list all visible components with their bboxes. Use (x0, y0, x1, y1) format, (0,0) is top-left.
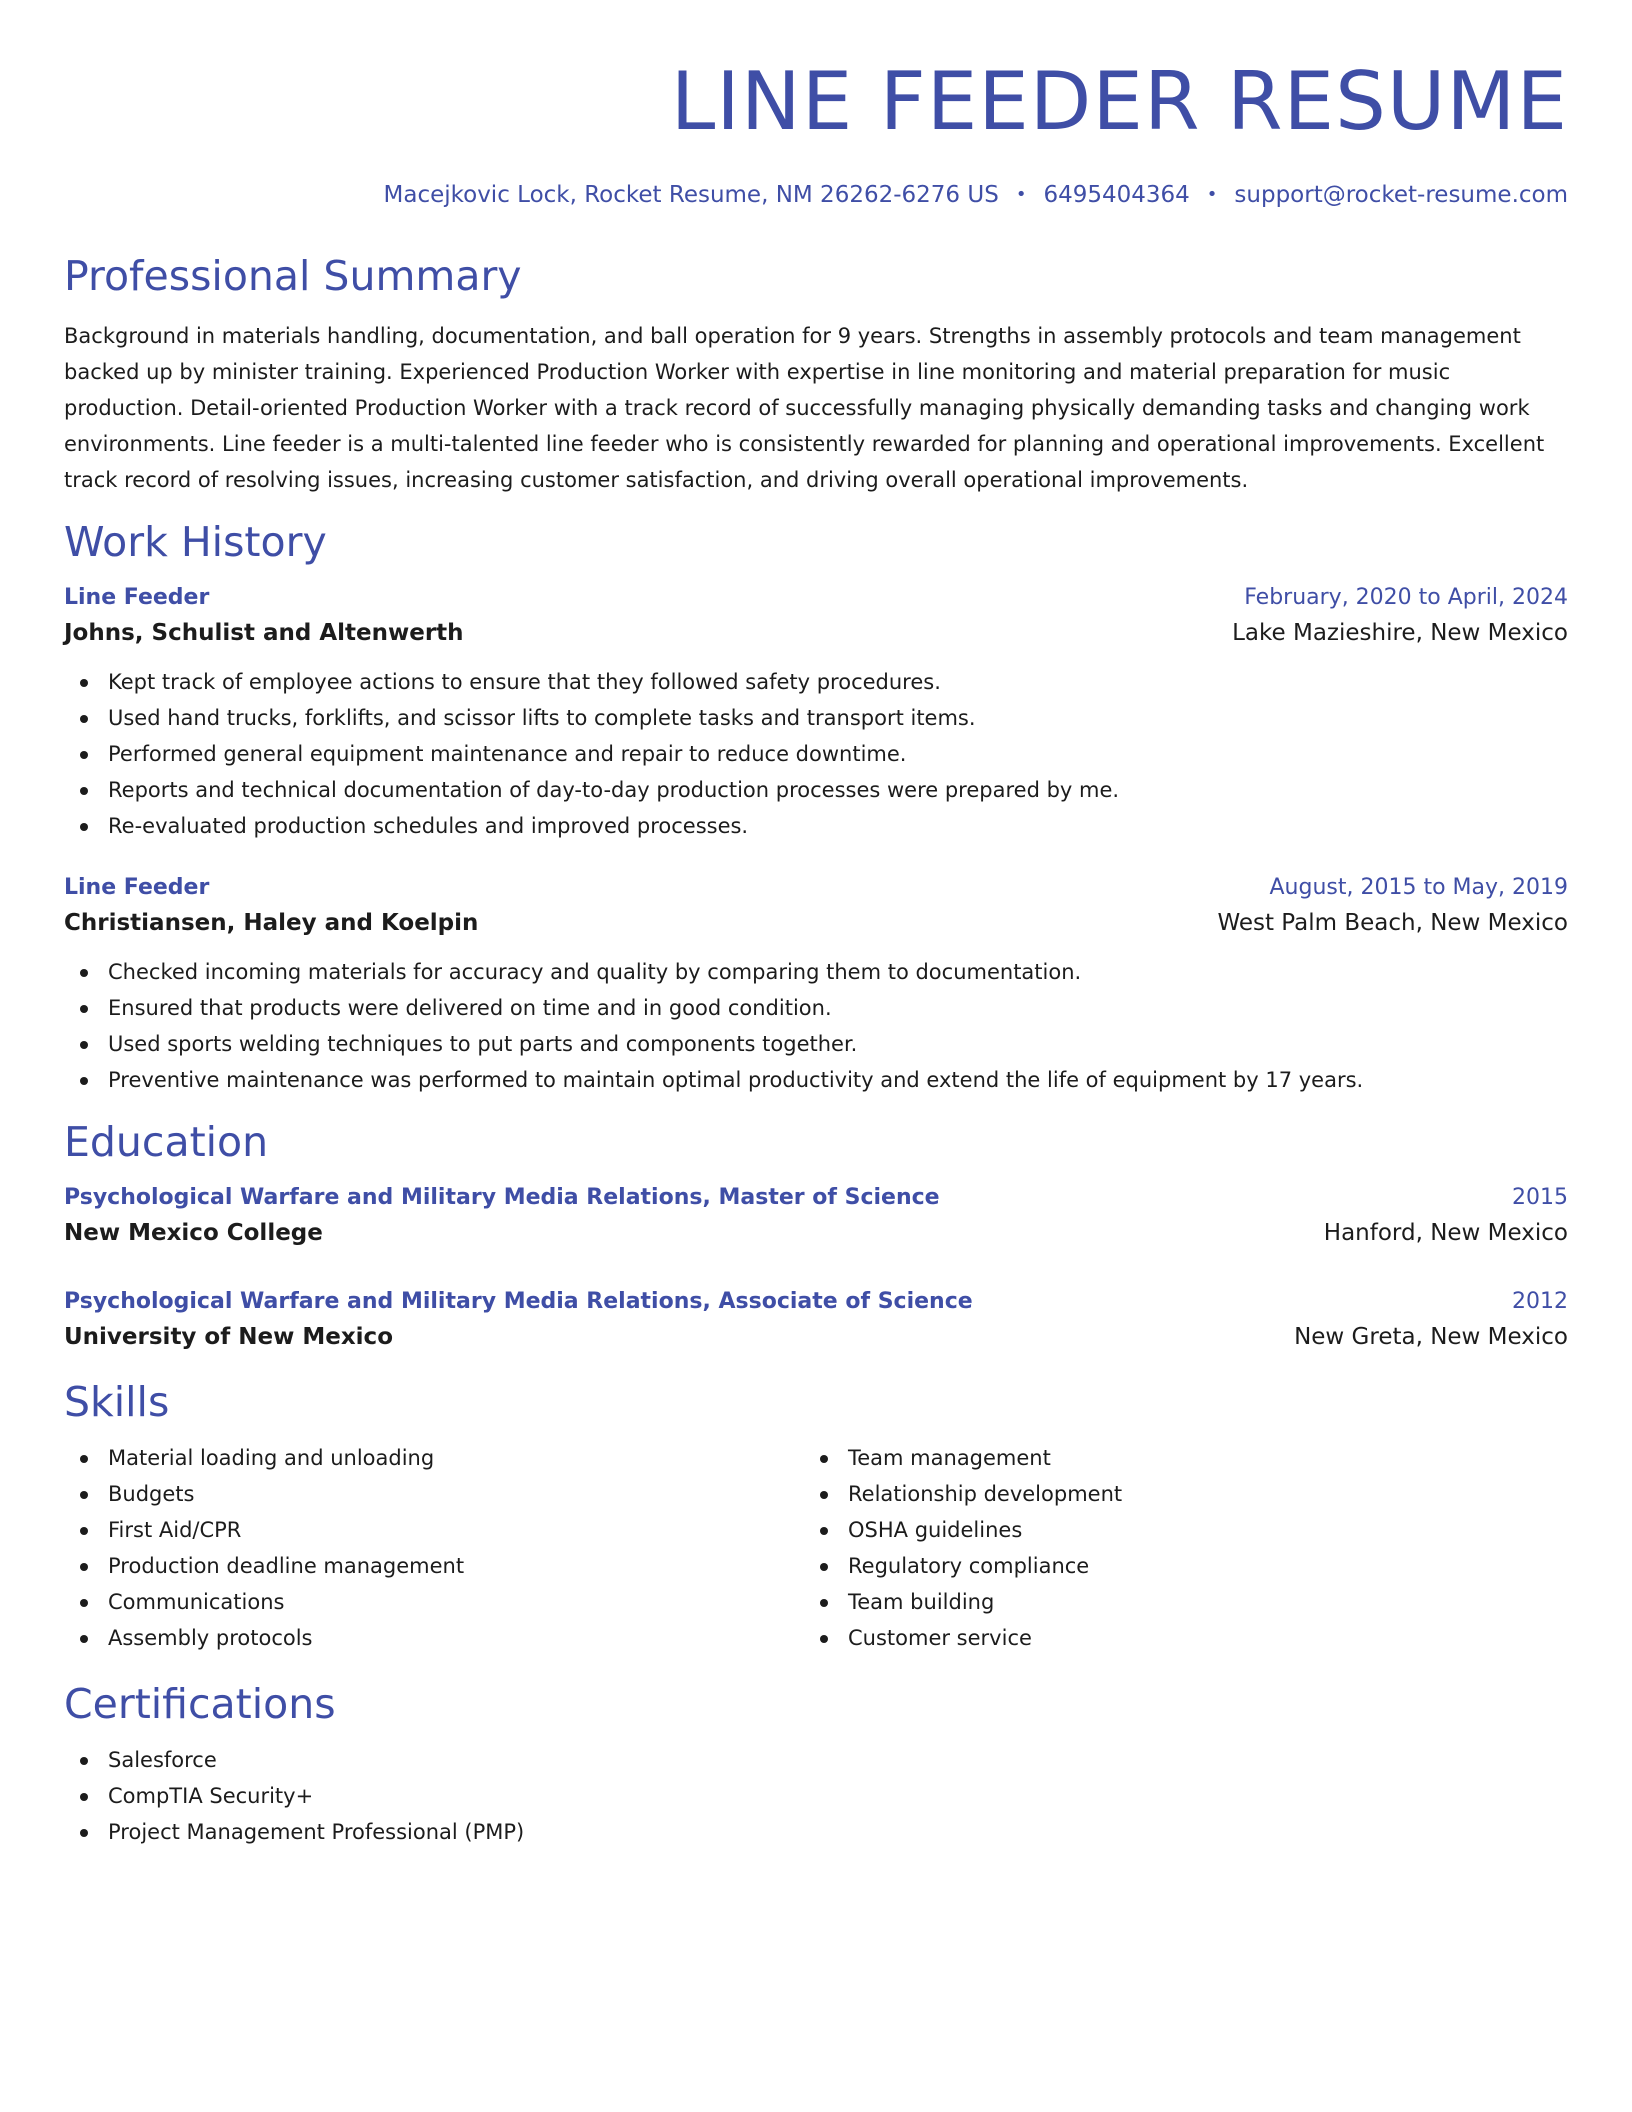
skill-item: Customer service (804, 1620, 1544, 1656)
skills-list-left (64, 1440, 804, 1656)
summary-text: Background in materials handling, documentation, and ball operation for 9 years. Strengths in assembly protocols and team management backed up by minister training. Experienced Production Worker with expertise in line monitoring and material preparation for music production. Detail-oriented Production Worker with a track record of successfully managing physically demanding tasks and changing work environments. Line feeder is a multi-talented line feeder who is consistently rewarded for planning and operational improvements. Excellent track record of resolving issues, increasing customer satisfaction, and driving overall operational improvements. (64, 324, 1545, 492)
contact-separator: • (1015, 184, 1027, 205)
job-location: West Palm Beach, New Mexico (1217, 910, 1568, 936)
contact-phone: 6495404364 (1043, 182, 1190, 208)
resume-page (64, 0, 1568, 1850)
list-item: Kept track of employee actions to ensure that they followed safety procedures. (64, 664, 1568, 700)
job-duties-list (64, 664, 1568, 844)
job-entry (64, 872, 1568, 1098)
contact-address: Macejkovic Lock, Rocket Resume, NM 26262-6276 US (383, 182, 999, 208)
certifications-heading: Certifications (64, 1680, 336, 1728)
graduation-year: 2012 (1512, 1289, 1568, 1314)
school-name: New Mexico College (64, 1220, 323, 1246)
education-entry (64, 1286, 1568, 1354)
school-row (64, 1320, 1568, 1354)
education-heading: Education (64, 1118, 269, 1166)
graduation-year: 2015 (1512, 1185, 1568, 1210)
skill-item: OSHA guidelines (804, 1512, 1544, 1548)
job-dates: August, 2015 to May, 2019 (1269, 875, 1568, 900)
skill-item: Communications (64, 1584, 804, 1620)
job-company: Johns, Schulist and Altenwerth (64, 620, 464, 646)
job-title: Line Feeder (64, 875, 210, 900)
degree: Psychological Warfare and Military Media Relations, Associate of Science (64, 1289, 973, 1314)
school-name: University of New Mexico (64, 1324, 393, 1350)
skills-list-right (804, 1440, 1544, 1656)
summary-heading: Professional Summary (64, 252, 522, 300)
list-item: Re-evaluated production schedules and improved processes. (64, 808, 1568, 844)
list-item: Used sports welding techniques to put parts and components together. (64, 1026, 1568, 1062)
list-item: Preventive maintenance was performed to maintain optimal productivity and extend the life of equipment by 17 years. (64, 1062, 1568, 1098)
resume-header (64, 0, 1568, 212)
job-location: Lake Mazieshire, New Mexico (1232, 620, 1568, 646)
job-company-row (64, 616, 1568, 650)
skill-item: Budgets (64, 1476, 804, 1512)
list-item: Checked incoming materials for accuracy and quality by comparing them to documentation. (64, 954, 1568, 990)
skill-item: Team building (804, 1584, 1544, 1620)
job-duties-list (64, 954, 1568, 1098)
list-item: Performed general equipment maintenance and repair to reduce downtime. (64, 736, 1568, 772)
skills-heading: Skills (64, 1378, 170, 1426)
degree: Psychological Warfare and Military Media Relations, Master of Science (64, 1185, 940, 1210)
school-location: New Greta, New Mexico (1294, 1324, 1568, 1350)
skill-item: Assembly protocols (64, 1620, 804, 1656)
list-item: Used hand trucks, forklifts, and scissor lifts to complete tasks and transport items. (64, 700, 1568, 736)
job-title-row (64, 872, 1568, 904)
skill-item: Production deadline management (64, 1548, 804, 1584)
degree-row (64, 1182, 1568, 1214)
certifications-list (64, 1742, 1568, 1850)
skill-item: First Aid/CPR (64, 1512, 804, 1548)
certification-item: Salesforce (64, 1742, 1568, 1778)
certification-item: CompTIA Security+ (64, 1778, 1568, 1814)
skills-columns (64, 1440, 1568, 1656)
school-row (64, 1216, 1568, 1250)
contact-email[interactable]: support@rocket-resume.com (1234, 182, 1568, 208)
job-company: Christiansen, Haley and Koelpin (64, 910, 479, 936)
education-entry (64, 1182, 1568, 1250)
skill-item: Regulatory compliance (804, 1548, 1544, 1584)
skill-item: Material loading and unloading (64, 1440, 804, 1476)
job-company-row (64, 906, 1568, 940)
work-history-heading: Work History (64, 518, 327, 566)
skill-item: Relationship development (804, 1476, 1544, 1512)
skill-item: Team management (804, 1440, 1544, 1476)
certification-item: Project Management Professional (PMP) (64, 1814, 1568, 1850)
job-title-row (64, 582, 1568, 614)
job-title: Line Feeder (64, 585, 210, 610)
degree-row (64, 1286, 1568, 1318)
resume-title: LINE FEEDER RESUME (670, 55, 1568, 148)
school-location: Hanford, New Mexico (1323, 1220, 1568, 1246)
contact-line (64, 178, 1568, 212)
job-entry (64, 582, 1568, 844)
job-dates: February, 2020 to April, 2024 (1244, 585, 1568, 610)
list-item: Reports and technical documentation of day-to-day production processes were prepared by me. (64, 772, 1568, 808)
contact-separator: • (1206, 184, 1218, 205)
list-item: Ensured that products were delivered on time and in good condition. (64, 990, 1568, 1026)
